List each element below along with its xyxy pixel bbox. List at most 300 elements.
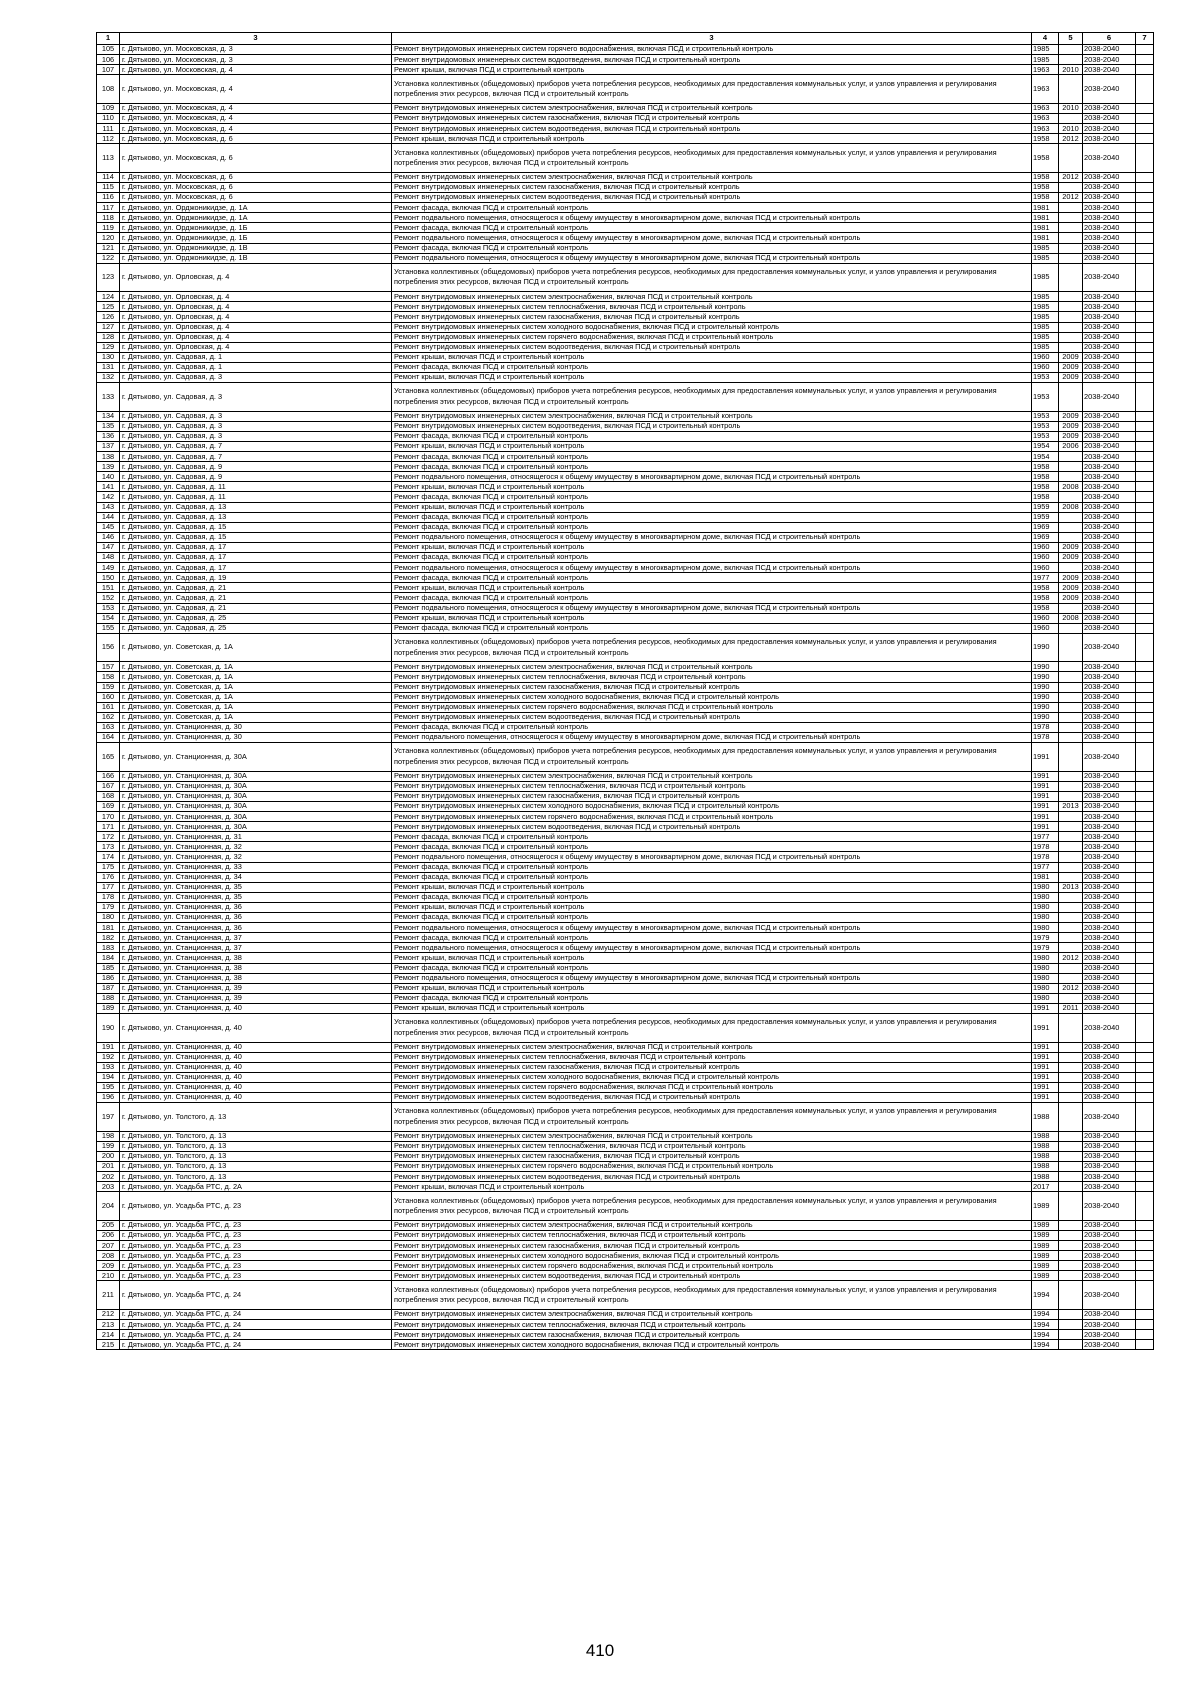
address-cell: г. Дятьково, ул. Орловская, д. 4: [120, 302, 392, 312]
build-year-cell: 1969: [1032, 522, 1059, 532]
work-type-cell: Ремонт фасада, включая ПСД и строительный контроль: [392, 452, 1032, 462]
build-year-cell: 1980: [1032, 902, 1059, 912]
build-year-cell: 1953: [1032, 373, 1059, 383]
table-row: [97, 172, 1154, 182]
row-number: 109: [97, 103, 120, 113]
build-year-cell: 1960: [1032, 542, 1059, 552]
row-number: 145: [97, 522, 120, 532]
work-type-cell: Ремонт внутридомовых инженерных систем горячего водоснабжения, включая ПСД и строительный контроль: [392, 45, 1032, 55]
address-cell: г. Дятьково, ул. Станционная, д. 36: [120, 923, 392, 933]
work-type-cell: Ремонт внутридомовых инженерных систем теплоснабжения, включая ПСД и строительный контроль: [392, 302, 1032, 312]
work-type-cell: Установка коллективных (общедомовых) приборов учета потребления ресурсов, необходимых для предоставления коммунальных услуг, и узлов управления и регулирования потребления этих ресурсов, включая ПСД и строительный контроль: [392, 383, 1032, 412]
table-row: [97, 1062, 1154, 1072]
build-year-cell: 1978: [1032, 842, 1059, 852]
planned-period-cell: 2038-2040: [1083, 983, 1136, 993]
work-type-cell: Ремонт крыши, включая ПСД и строительный контроль: [392, 1003, 1032, 1013]
table-header-row: [97, 33, 1154, 45]
build-year-cell: 1980: [1032, 993, 1059, 1003]
last-repair-year-cell: [1059, 522, 1083, 532]
empty-column-7-cell: [1136, 442, 1154, 452]
address-cell: г. Дятьково, ул. Станционная, д. 34: [120, 872, 392, 882]
last-repair-year-cell: 2006: [1059, 442, 1083, 452]
address-cell: г. Дятьково, ул. Станционная, д. 38: [120, 953, 392, 963]
address-cell: г. Дятьково, ул. Станционная, д. 30А: [120, 822, 392, 832]
work-type-cell: Ремонт крыши, включая ПСД и строительный контроль: [392, 373, 1032, 383]
row-number: 134: [97, 411, 120, 421]
address-cell: г. Дятьково, ул. Садовая, д. 3: [120, 383, 392, 412]
address-cell: г. Дятьково, ул. Толстого, д. 13: [120, 1103, 392, 1132]
work-type-cell: Ремонт подвального помещения, относящегося к общему имуществу в многоквартирном доме, включая ПСД и строительный контроль: [392, 472, 1032, 482]
empty-column-7-cell: [1136, 1093, 1154, 1103]
table-row: [97, 953, 1154, 963]
planned-period-cell: 2038-2040: [1083, 532, 1136, 542]
table-row: [97, 452, 1154, 462]
planned-period-cell: 2038-2040: [1083, 712, 1136, 722]
last-repair-year-cell: [1059, 832, 1083, 842]
table-row: [97, 1271, 1154, 1281]
work-type-cell: Ремонт фасада, включая ПСД и строительный контроль: [392, 623, 1032, 633]
address-cell: г. Дятьково, ул. Усадьба РТС, д. 24: [120, 1320, 392, 1330]
empty-column-7-cell: [1136, 1103, 1154, 1132]
build-year-cell: 1991: [1032, 1062, 1059, 1072]
planned-period-cell: 2038-2040: [1083, 733, 1136, 743]
empty-column-7-cell: [1136, 842, 1154, 852]
last-repair-year-cell: [1059, 692, 1083, 702]
build-year-cell: 1958: [1032, 172, 1059, 182]
row-number: 156: [97, 633, 120, 662]
work-type-cell: Установка коллективных (общедомовых) приборов учета потребления ресурсов, необходимых для предоставления коммунальных услуг, и узлов управления и регулирования потребления этих ресурсов, включая ПСД и строительный контроль: [392, 1192, 1032, 1221]
planned-period-cell: 2038-2040: [1083, 771, 1136, 781]
table-row: [97, 352, 1154, 362]
work-type-cell: Установка коллективных (общедомовых) приборов учета потребления ресурсов, необходимых для предоставления коммунальных услуг, и узлов управления и регулирования потребления этих ресурсов, включая ПСД и строительный контроль: [392, 1013, 1032, 1042]
address-cell: г. Дятьково, ул. Станционная, д. 40: [120, 1093, 392, 1103]
last-repair-year-cell: 2009: [1059, 431, 1083, 441]
table-row: [97, 613, 1154, 623]
last-repair-year-cell: [1059, 781, 1083, 791]
table-row: [97, 243, 1154, 253]
table-row: [97, 1220, 1154, 1230]
build-year-cell: 1981: [1032, 213, 1059, 223]
build-year-cell: 1990: [1032, 662, 1059, 672]
table-row: [97, 383, 1154, 412]
row-number: 164: [97, 733, 120, 743]
work-type-cell: Ремонт фасада, включая ПСД и строительный контроль: [392, 872, 1032, 882]
work-type-cell: Ремонт внутридомовых инженерных систем водоотведения, включая ПСД и строительный контроль: [392, 1172, 1032, 1182]
empty-column-7-cell: [1136, 144, 1154, 173]
last-repair-year-cell: [1059, 1042, 1083, 1052]
address-cell: г. Дятьково, ул. Орджоникидзе, д. 1Б: [120, 233, 392, 243]
table-row: [97, 603, 1154, 613]
planned-period-cell: 2038-2040: [1083, 692, 1136, 702]
last-repair-year-cell: [1059, 1230, 1083, 1240]
build-year-cell: 1990: [1032, 672, 1059, 682]
table-row: [97, 722, 1154, 732]
table-row: [97, 1230, 1154, 1240]
row-number: 124: [97, 292, 120, 302]
address-cell: г. Дятьково, ул. Станционная, д. 38: [120, 973, 392, 983]
empty-column-7-cell: [1136, 431, 1154, 441]
work-type-cell: Ремонт крыши, включая ПСД и строительный контроль: [392, 542, 1032, 552]
build-year-cell: 1954: [1032, 452, 1059, 462]
last-repair-year-cell: [1059, 182, 1083, 192]
planned-period-cell: 2038-2040: [1083, 902, 1136, 912]
address-cell: г. Дятьково, ул. Станционная, д. 35: [120, 882, 392, 892]
build-year-cell: 1985: [1032, 342, 1059, 352]
work-type-cell: Ремонт подвального помещения, относящегося к общему имуществу в многоквартирном доме, включая ПСД и строительный контроль: [392, 563, 1032, 573]
work-type-cell: Установка коллективных (общедомовых) приборов учета потребления ресурсов, необходимых для предоставления коммунальных услуг, и узлов управления и регулирования потребления этих ресурсов, включая ПСД и строительный контроль: [392, 75, 1032, 104]
row-number: 118: [97, 213, 120, 223]
build-year-cell: 1959: [1032, 512, 1059, 522]
empty-column-7-cell: [1136, 913, 1154, 923]
address-cell: г. Дятьково, ул. Станционная, д. 36: [120, 902, 392, 912]
planned-period-cell: 2038-2040: [1083, 672, 1136, 682]
work-type-cell: Ремонт внутридомовых инженерных систем холодного водоснабжения, включая ПСД и строительный контроль: [392, 692, 1032, 702]
row-number: 171: [97, 822, 120, 832]
planned-period-cell: 2038-2040: [1083, 253, 1136, 263]
planned-period-cell: 2038-2040: [1083, 302, 1136, 312]
row-number: 157: [97, 662, 120, 672]
table-row: [97, 983, 1154, 993]
planned-period-cell: 2038-2040: [1083, 431, 1136, 441]
work-type-cell: Ремонт внутридомовых инженерных систем водоотведения, включая ПСД и строительный контроль: [392, 1271, 1032, 1281]
table-row: [97, 1093, 1154, 1103]
last-repair-year-cell: [1059, 1320, 1083, 1330]
empty-column-7-cell: [1136, 973, 1154, 983]
planned-period-cell: 2038-2040: [1083, 373, 1136, 383]
row-number: 206: [97, 1230, 120, 1240]
row-number: 213: [97, 1320, 120, 1330]
table-row: [97, 302, 1154, 312]
table-row: [97, 421, 1154, 431]
row-number: 155: [97, 623, 120, 633]
empty-column-7-cell: [1136, 243, 1154, 253]
build-year-cell: 2017: [1032, 1182, 1059, 1192]
build-year-cell: 1994: [1032, 1310, 1059, 1320]
table-row: [97, 1003, 1154, 1013]
table-row: [97, 662, 1154, 672]
empty-column-7-cell: [1136, 312, 1154, 322]
empty-column-7-cell: [1136, 802, 1154, 812]
empty-column-7-cell: [1136, 812, 1154, 822]
row-number: 185: [97, 963, 120, 973]
empty-column-7-cell: [1136, 862, 1154, 872]
address-cell: г. Дятьково, ул. Усадьба РТС, д. 23: [120, 1241, 392, 1251]
work-type-cell: Установка коллективных (общедомовых) приборов учета потребления ресурсов, необходимых для предоставления коммунальных услуг, и узлов управления и регулирования потребления этих ресурсов, включая ПСД и строительный контроль: [392, 1103, 1032, 1132]
last-repair-year-cell: [1059, 462, 1083, 472]
table-row: [97, 522, 1154, 532]
build-year-cell: 1958: [1032, 482, 1059, 492]
planned-period-cell: 2038-2040: [1083, 542, 1136, 552]
build-year-cell: 1960: [1032, 563, 1059, 573]
last-repair-year-cell: [1059, 1192, 1083, 1221]
planned-period-cell: 2038-2040: [1083, 953, 1136, 963]
build-year-cell: 1980: [1032, 963, 1059, 973]
table-row: [97, 431, 1154, 441]
address-cell: г. Дятьково, ул. Московская, д. 4: [120, 103, 392, 113]
planned-period-cell: 2038-2040: [1083, 522, 1136, 532]
build-year-cell: 1981: [1032, 223, 1059, 233]
last-repair-year-cell: 2011: [1059, 1003, 1083, 1013]
planned-period-cell: 2038-2040: [1083, 45, 1136, 55]
planned-period-cell: 2038-2040: [1083, 1271, 1136, 1281]
address-cell: г. Дятьково, ул. Станционная, д. 30А: [120, 771, 392, 781]
address-cell: г. Дятьково, ул. Усадьба РТС, д. 23: [120, 1251, 392, 1261]
table-row: [97, 1340, 1154, 1350]
row-number: 174: [97, 852, 120, 862]
address-cell: г. Дятьково, ул. Толстого, д. 13: [120, 1172, 392, 1182]
row-number: 144: [97, 512, 120, 522]
planned-period-cell: 2038-2040: [1083, 1310, 1136, 1320]
planned-period-cell: 2038-2040: [1083, 193, 1136, 203]
last-repair-year-cell: [1059, 472, 1083, 482]
work-type-cell: Ремонт внутридомовых инженерных систем теплоснабжения, включая ПСД и строительный контроль: [392, 1141, 1032, 1151]
empty-column-7-cell: [1136, 953, 1154, 963]
work-type-cell: Ремонт внутридомовых инженерных систем электроснабжения, включая ПСД и строительный контроль: [392, 103, 1032, 113]
column-header: 4: [1032, 33, 1059, 45]
row-number: 121: [97, 243, 120, 253]
row-number: 161: [97, 702, 120, 712]
table-row: [97, 1241, 1154, 1251]
row-number: 123: [97, 263, 120, 292]
address-cell: г. Дятьково, ул. Советская, д. 1А: [120, 692, 392, 702]
address-cell: г. Дятьково, ул. Орджоникидзе, д. 1А: [120, 213, 392, 223]
last-repair-year-cell: [1059, 1151, 1083, 1161]
empty-column-7-cell: [1136, 633, 1154, 662]
work-type-cell: Ремонт крыши, включая ПСД и строительный контроль: [392, 65, 1032, 75]
row-number: 108: [97, 75, 120, 104]
address-cell: г. Дятьково, ул. Садовая, д. 21: [120, 593, 392, 603]
row-number: 195: [97, 1082, 120, 1092]
build-year-cell: 1985: [1032, 322, 1059, 332]
planned-period-cell: 2038-2040: [1083, 1141, 1136, 1151]
empty-column-7-cell: [1136, 492, 1154, 502]
table-row: [97, 263, 1154, 292]
work-type-cell: Ремонт фасада, включая ПСД и строительный контроль: [392, 243, 1032, 253]
empty-column-7-cell: [1136, 902, 1154, 912]
empty-column-7-cell: [1136, 452, 1154, 462]
row-number: 199: [97, 1141, 120, 1151]
planned-period-cell: 2038-2040: [1083, 943, 1136, 953]
planned-period-cell: 2038-2040: [1083, 722, 1136, 732]
address-cell: г. Дятьково, ул. Орловская, д. 4: [120, 292, 392, 302]
build-year-cell: 1985: [1032, 312, 1059, 322]
build-year-cell: 1980: [1032, 953, 1059, 963]
empty-column-7-cell: [1136, 583, 1154, 593]
last-repair-year-cell: [1059, 1261, 1083, 1271]
planned-period-cell: 2038-2040: [1083, 993, 1136, 1003]
empty-column-7-cell: [1136, 1220, 1154, 1230]
planned-period-cell: 2038-2040: [1083, 963, 1136, 973]
row-number: 173: [97, 842, 120, 852]
planned-period-cell: 2038-2040: [1083, 352, 1136, 362]
build-year-cell: 1958: [1032, 182, 1059, 192]
last-repair-year-cell: [1059, 822, 1083, 832]
last-repair-year-cell: [1059, 1072, 1083, 1082]
last-repair-year-cell: [1059, 1330, 1083, 1340]
row-number: 158: [97, 672, 120, 682]
row-number: 215: [97, 1340, 120, 1350]
table-row: [97, 1103, 1154, 1132]
table-row: [97, 542, 1154, 552]
empty-column-7-cell: [1136, 1310, 1154, 1320]
work-type-cell: Ремонт фасада, включая ПСД и строительный контроль: [392, 963, 1032, 973]
address-cell: г. Дятьково, ул. Садовая, д. 3: [120, 431, 392, 441]
planned-period-cell: 2038-2040: [1083, 1003, 1136, 1013]
last-repair-year-cell: [1059, 973, 1083, 983]
row-number: 167: [97, 781, 120, 791]
planned-period-cell: 2038-2040: [1083, 1241, 1136, 1251]
table-row: [97, 973, 1154, 983]
work-type-cell: Ремонт внутридомовых инженерных систем горячего водоснабжения, включая ПСД и строительный контроль: [392, 332, 1032, 342]
empty-column-7-cell: [1136, 1330, 1154, 1340]
planned-period-cell: 2038-2040: [1083, 243, 1136, 253]
work-type-cell: Ремонт внутридомовых инженерных систем теплоснабжения, включая ПСД и строительный контроль: [392, 781, 1032, 791]
planned-period-cell: 2038-2040: [1083, 182, 1136, 192]
address-cell: г. Дятьково, ул. Московская, д. 6: [120, 134, 392, 144]
build-year-cell: 1989: [1032, 1261, 1059, 1271]
work-type-cell: Ремонт подвального помещения, относящегося к общему имуществу в многоквартирном доме, включая ПСД и строительный контроль: [392, 733, 1032, 743]
work-type-cell: Ремонт фасада, включая ПСД и строительный контроль: [392, 462, 1032, 472]
row-number: 202: [97, 1172, 120, 1182]
address-cell: г. Дятьково, ул. Усадьба РТС, д. 24: [120, 1330, 392, 1340]
work-type-cell: Ремонт внутридомовых инженерных систем горячего водоснабжения, включая ПСД и строительный контроль: [392, 1082, 1032, 1092]
table-row: [97, 1192, 1154, 1221]
empty-column-7-cell: [1136, 682, 1154, 692]
table-row: [97, 342, 1154, 352]
table-row: [97, 733, 1154, 743]
planned-period-cell: 2038-2040: [1083, 1230, 1136, 1240]
empty-column-7-cell: [1136, 563, 1154, 573]
planned-period-cell: 2038-2040: [1083, 213, 1136, 223]
work-type-cell: Ремонт внутридомовых инженерных систем газоснабжения, включая ПСД и строительный контроль: [392, 1330, 1032, 1340]
address-cell: г. Дятьково, ул. Станционная, д. 39: [120, 983, 392, 993]
build-year-cell: 1980: [1032, 973, 1059, 983]
table-row: [97, 253, 1154, 263]
table-row: [97, 472, 1154, 482]
work-type-cell: Ремонт внутридомовых инженерных систем газоснабжения, включая ПСД и строительный контроль: [392, 1151, 1032, 1161]
table-row: [97, 593, 1154, 603]
table-row: [97, 682, 1154, 692]
last-repair-year-cell: [1059, 1340, 1083, 1350]
address-cell: г. Дятьково, ул. Орловская, д. 4: [120, 332, 392, 342]
table-row: [97, 103, 1154, 113]
empty-column-7-cell: [1136, 213, 1154, 223]
table-row: [97, 75, 1154, 104]
address-cell: г. Дятьково, ул. Станционная, д. 30: [120, 722, 392, 732]
address-cell: г. Дятьково, ул. Станционная, д. 39: [120, 993, 392, 1003]
address-cell: г. Дятьково, ул. Садовая, д. 9: [120, 462, 392, 472]
last-repair-year-cell: [1059, 302, 1083, 312]
address-cell: г. Дятьково, ул. Станционная, д. 32: [120, 842, 392, 852]
row-number: 196: [97, 1093, 120, 1103]
address-cell: г. Дятьково, ул. Станционная, д. 40: [120, 1003, 392, 1013]
table-row: [97, 1131, 1154, 1141]
build-year-cell: 1985: [1032, 253, 1059, 263]
table-row: [97, 55, 1154, 65]
work-type-cell: Ремонт фасада, включая ПСД и строительный контроль: [392, 993, 1032, 1003]
last-repair-year-cell: [1059, 1271, 1083, 1281]
work-type-cell: Ремонт крыши, включая ПСД и строительный контроль: [392, 882, 1032, 892]
empty-column-7-cell: [1136, 472, 1154, 482]
address-cell: г. Дятьково, ул. Советская, д. 1А: [120, 702, 392, 712]
work-type-cell: Ремонт крыши, включая ПСД и строительный контроль: [392, 583, 1032, 593]
work-type-cell: Ремонт фасада, включая ПСД и строительный контроль: [392, 362, 1032, 372]
last-repair-year-cell: [1059, 771, 1083, 781]
last-repair-year-cell: 2008: [1059, 482, 1083, 492]
column-header: 7: [1136, 33, 1154, 45]
work-type-cell: Ремонт крыши, включая ПСД и строительный контроль: [392, 902, 1032, 912]
address-cell: г. Дятьково, ул. Станционная, д. 40: [120, 1052, 392, 1062]
planned-period-cell: 2038-2040: [1083, 852, 1136, 862]
last-repair-year-cell: [1059, 383, 1083, 412]
address-cell: г. Дятьково, ул. Усадьба РТС, д. 2А: [120, 1182, 392, 1192]
empty-column-7-cell: [1136, 373, 1154, 383]
row-number: 130: [97, 352, 120, 362]
last-repair-year-cell: [1059, 243, 1083, 253]
build-year-cell: 1979: [1032, 943, 1059, 953]
planned-period-cell: 2038-2040: [1083, 862, 1136, 872]
last-repair-year-cell: [1059, 913, 1083, 923]
last-repair-year-cell: [1059, 1103, 1083, 1132]
address-cell: г. Дятьково, ул. Московская, д. 4: [120, 75, 392, 104]
last-repair-year-cell: 2012: [1059, 134, 1083, 144]
table-row: [97, 852, 1154, 862]
planned-period-cell: 2038-2040: [1083, 223, 1136, 233]
build-year-cell: 1994: [1032, 1330, 1059, 1340]
empty-column-7-cell: [1136, 1131, 1154, 1141]
planned-period-cell: 2038-2040: [1083, 1013, 1136, 1042]
row-number: 176: [97, 872, 120, 882]
column-header: 3: [120, 33, 392, 45]
build-year-cell: 1958: [1032, 492, 1059, 502]
planned-period-cell: 2038-2040: [1083, 1320, 1136, 1330]
row-number: 207: [97, 1241, 120, 1251]
address-cell: г. Дятьково, ул. Станционная, д. 31: [120, 832, 392, 842]
table-row: [97, 1082, 1154, 1092]
empty-column-7-cell: [1136, 791, 1154, 801]
last-repair-year-cell: [1059, 55, 1083, 65]
last-repair-year-cell: [1059, 791, 1083, 801]
last-repair-year-cell: [1059, 492, 1083, 502]
empty-column-7-cell: [1136, 342, 1154, 352]
last-repair-year-cell: [1059, 1131, 1083, 1141]
build-year-cell: 1988: [1032, 1162, 1059, 1172]
empty-column-7-cell: [1136, 1042, 1154, 1052]
build-year-cell: 1981: [1032, 872, 1059, 882]
last-repair-year-cell: 2009: [1059, 583, 1083, 593]
table-row: [97, 482, 1154, 492]
planned-period-cell: 2038-2040: [1083, 802, 1136, 812]
empty-column-7-cell: [1136, 1151, 1154, 1161]
last-repair-year-cell: [1059, 872, 1083, 882]
table-row: [97, 322, 1154, 332]
last-repair-year-cell: [1059, 452, 1083, 462]
build-year-cell: 1991: [1032, 812, 1059, 822]
build-year-cell: 1991: [1032, 781, 1059, 791]
table-row: [97, 1182, 1154, 1192]
empty-column-7-cell: [1136, 662, 1154, 672]
table-row: [97, 781, 1154, 791]
table-row: [97, 583, 1154, 593]
row-number: 150: [97, 573, 120, 583]
work-type-cell: Установка коллективных (общедомовых) приборов учета потребления ресурсов, необходимых для предоставления коммунальных услуг, и узлов управления и регулирования потребления этих ресурсов, включая ПСД и строительный контроль: [392, 1281, 1032, 1310]
last-repair-year-cell: [1059, 672, 1083, 682]
table-row: [97, 502, 1154, 512]
work-type-cell: Ремонт внутридомовых инженерных систем теплоснабжения, включая ПСД и строительный контроль: [392, 672, 1032, 682]
last-repair-year-cell: [1059, 743, 1083, 772]
last-repair-year-cell: [1059, 943, 1083, 953]
planned-period-cell: 2038-2040: [1083, 973, 1136, 983]
